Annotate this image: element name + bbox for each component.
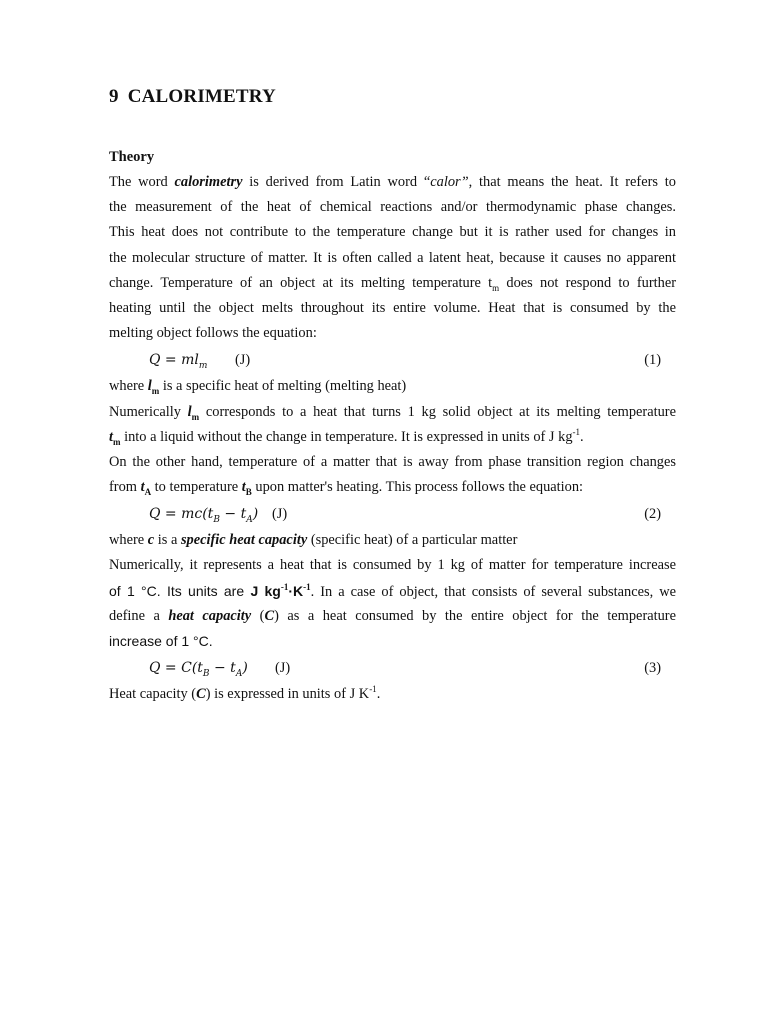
text-span: .	[376, 686, 381, 703]
paragraph-line	[109, 528, 676, 553]
text-span: of 1 °C. Its units are	[109, 582, 251, 599]
chapter-title	[109, 86, 276, 108]
paragraph-line	[109, 682, 676, 707]
text-span: into a liquid without the change in temperature. It is expressed in units of J kg	[120, 428, 573, 445]
equation-number: (2)	[644, 506, 661, 523]
paragraph-line: This heat does not contribute to the temperature change but it is rather used for changes in	[109, 224, 676, 241]
text-span: where	[109, 378, 148, 395]
symbol-c: c	[147, 532, 155, 549]
term-specific-heat-capacity: specific heat capacity	[180, 532, 308, 549]
text-span: upon matter's heating. This process follows the equation:	[251, 479, 584, 496]
equation-number: (1)	[644, 352, 661, 369]
paragraph-line	[109, 400, 676, 425]
equation-3	[109, 654, 676, 682]
formula-text: − t	[209, 660, 236, 677]
text-span: . In a case of object, that consists of several substances, we	[310, 583, 676, 600]
paragraph-line	[109, 170, 676, 195]
paragraph-line: heating until the object melts throughout its entire volume. Heat that is consumed by the	[109, 299, 676, 316]
chapter-title-text: CALORIMETRY	[127, 86, 276, 107]
text-span: ) is expressed in units of J K	[205, 686, 370, 703]
text-span: ) as a heat consumed by the entire object for the temperature	[274, 607, 676, 624]
paragraph-line	[109, 271, 676, 296]
equation-formula	[149, 500, 258, 528]
text-span: increase of 1 °C.	[109, 633, 213, 649]
text-span: is derived from Latin word “	[242, 174, 431, 190]
superscript: -1	[280, 581, 289, 592]
text-span: The word	[109, 174, 175, 190]
paragraph-line: the measurement of the heat of chemical reactions and/or thermodynamic phase changes.	[109, 199, 676, 216]
paragraph-line	[109, 629, 676, 654]
paragraph-line	[109, 475, 676, 500]
equation-1	[109, 346, 676, 374]
subscript: m	[492, 282, 500, 293]
text-span: Numerically	[109, 403, 188, 420]
equation-formula	[149, 346, 207, 374]
symbol-C: C	[196, 686, 206, 703]
text-span: .	[580, 428, 584, 445]
formula-text: )	[252, 506, 259, 523]
paragraph-line: the molecular structure of matter. It is often called a latent heat, because it causes no apparent	[109, 249, 676, 266]
text-span: does not respond to further	[499, 274, 677, 291]
formula-text: Q = mc(t	[149, 506, 214, 523]
units-text: J kg	[250, 582, 281, 599]
symbol-l: l	[147, 378, 152, 395]
document-body	[109, 170, 676, 707]
paragraph-line: melting object follows the equation:	[109, 325, 317, 342]
text-span: (	[251, 607, 265, 624]
equation-unit: (J)	[235, 352, 251, 369]
text-span: (specific heat) of a particular matter	[307, 532, 518, 549]
paragraph-line: On the other hand, temperature of a matter that is away from phase transition region changes	[109, 453, 676, 470]
paragraph-line	[109, 425, 676, 450]
equation-formula	[149, 654, 248, 682]
subscript: B	[213, 515, 220, 526]
term-calorimetry: calorimetry	[174, 174, 243, 190]
subscript: m	[191, 411, 200, 422]
text-span: from	[109, 479, 141, 496]
section-heading: Theory	[109, 149, 155, 165]
text-span: is a	[154, 532, 181, 549]
text-span: corresponds to a heat that turns 1 kg solid object at its melting temperature	[199, 403, 676, 420]
units-text: ·K	[288, 582, 304, 599]
superscript: -1	[572, 426, 581, 437]
equation-2	[109, 500, 676, 528]
text-span: where	[109, 532, 148, 549]
formula-text: − t	[219, 506, 247, 523]
subscript: m	[151, 386, 160, 397]
superscript: -1	[369, 684, 377, 695]
text-span: define a	[109, 607, 169, 624]
term-heat-capacity: heat capacity	[168, 607, 252, 624]
paragraph-line	[109, 604, 676, 629]
subscript: A	[235, 668, 243, 679]
text-span: Heat capacity (	[109, 686, 197, 703]
formula-text: Q = C(t	[149, 660, 203, 677]
text-span: is a specific heat of melting (melting heat)	[159, 378, 407, 395]
subscript: m	[198, 361, 208, 372]
term-calor: calor”	[430, 174, 469, 190]
text-span: , that means the heat. It refers to	[468, 174, 676, 190]
symbol-C: C	[264, 607, 275, 624]
paragraph-line: Numerically, it represents a heat that is consumed by 1 kg of matter for temperature increase	[109, 557, 676, 574]
equation-unit: (J)	[275, 660, 291, 677]
text-span: to temperature	[151, 479, 242, 496]
equation-unit: (J)	[272, 506, 288, 523]
subscript: m	[113, 436, 121, 447]
symbol-t: t	[241, 479, 246, 496]
symbol-t: t	[140, 479, 145, 496]
paragraph-line	[109, 374, 676, 399]
symbol-t: t	[109, 428, 113, 445]
subscript: A	[144, 486, 152, 497]
superscript: -1	[303, 581, 311, 592]
formula-text: Q = ml	[149, 352, 199, 369]
paragraph-line	[109, 579, 676, 604]
symbol-l: l	[187, 403, 192, 420]
subscript: B	[202, 668, 210, 679]
text-span: change. Temperature of an object at its melting temperature t	[109, 274, 493, 291]
equation-number: (3)	[644, 660, 661, 677]
subscript: A	[246, 515, 253, 526]
formula-text: )	[242, 660, 248, 677]
subscript: B	[245, 486, 252, 497]
chapter-number: 9	[109, 86, 119, 107]
